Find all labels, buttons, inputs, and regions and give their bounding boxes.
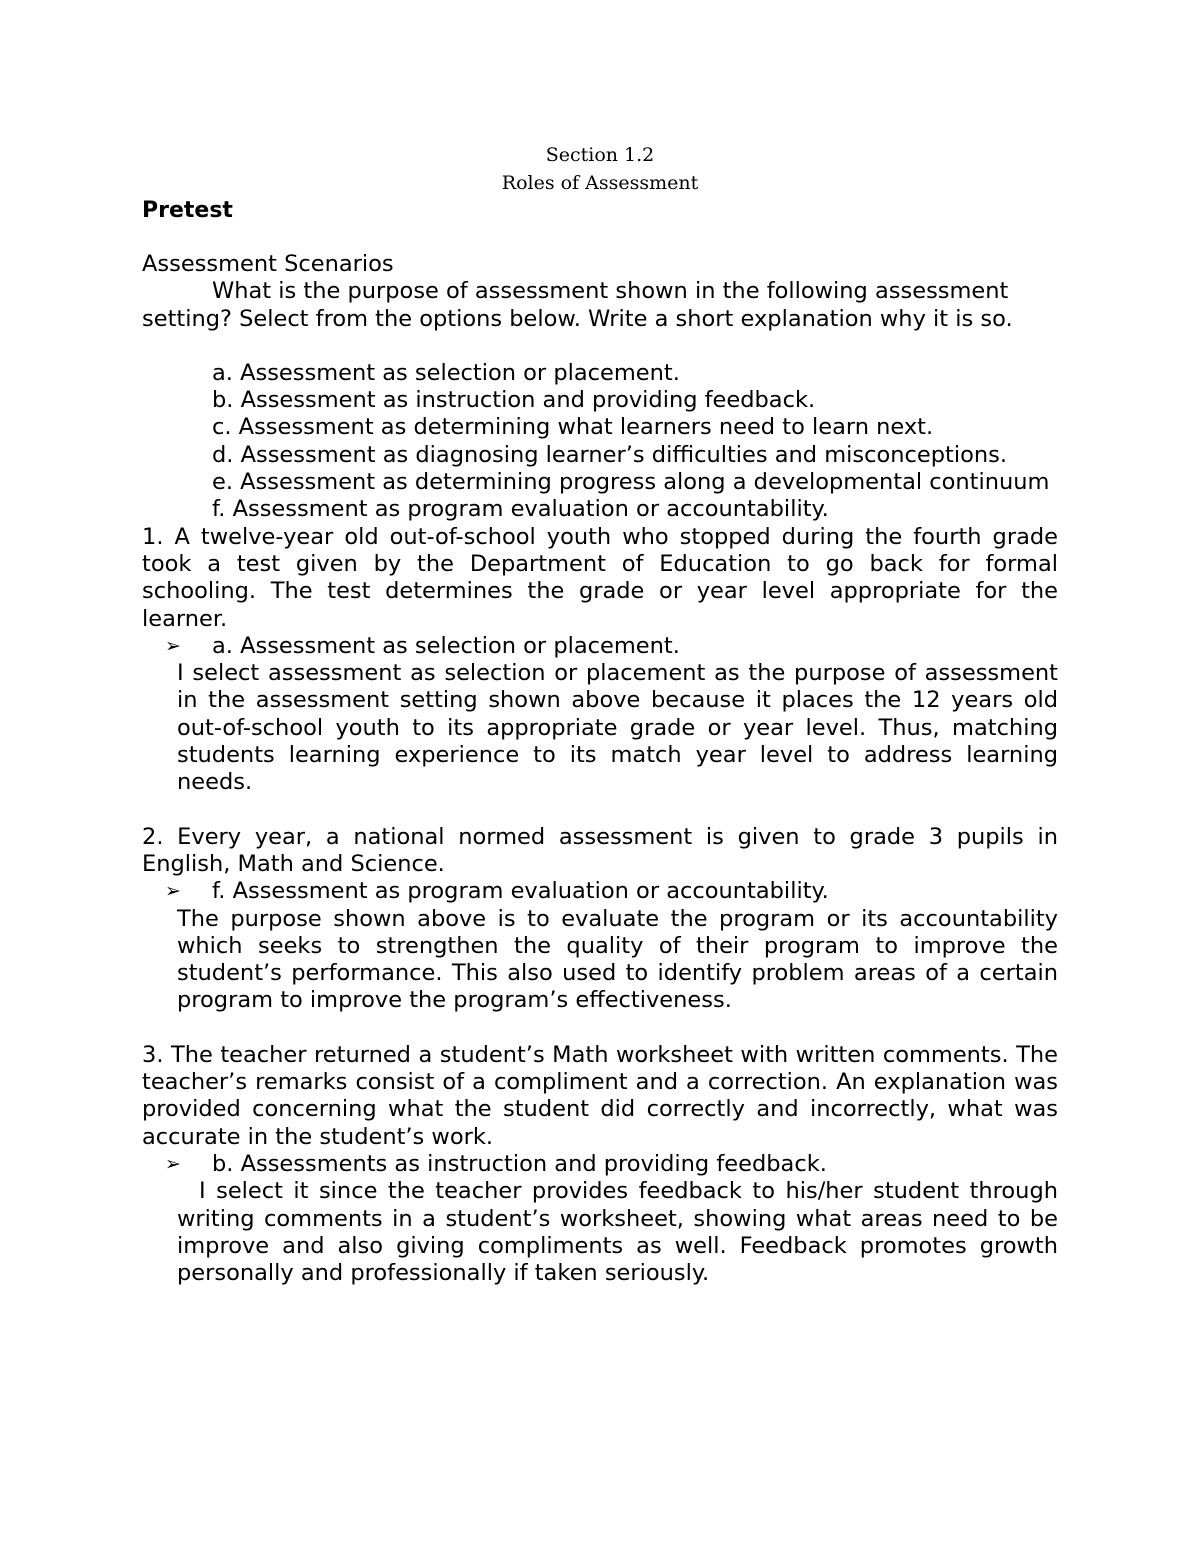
- answer-2-text: f. Assessment as program evaluation or accountability.: [212, 878, 829, 905]
- answer-1-text: a. Assessment as selection or placement.: [212, 632, 680, 659]
- option-e: e. Assessment as determining progress along a developmental continuum: [212, 469, 1050, 496]
- option-d: d. Assessment as diagnosing learner’s difficulties and misconceptions.: [212, 441, 1007, 468]
- instructions-text: What is the purpose of assessment shown in the following assessment setting? Select from the options below. Write a short explanation why it is so.: [142, 278, 1013, 332]
- answer-2: [142, 878, 1058, 905]
- document-page: [142, 141, 1058, 1287]
- explanation-1: I select assessment as selection or placement as the purpose of assessment in the assessment setting shown above because it places the 12 years old out-of-school youth to its appropriate grade or year level. Thus, matching students learning experience to its match year level to address learning needs.: [177, 660, 1058, 796]
- option-c: c. Assessment as determining what learners need to learn next.: [212, 414, 934, 441]
- section-number: Section 1.2: [545, 144, 655, 166]
- question-3: 3. The teacher returned a student’s Math worksheet with written comments. The teacher’s remarks consist of a compliment and a correction. An explanation was provided concerning what the student did correctly and incorrectly, what was accurate in the student’s work.: [142, 1041, 1058, 1150]
- answer-1: [142, 633, 1058, 660]
- pretest-heading: Pretest: [142, 198, 233, 223]
- option-a: a. Assessment as selection or placement.: [212, 359, 680, 386]
- explanation-3: I select it since the teacher provides feedback to his/her student through writing comments in a student’s worksheet, showing what areas need to be improve and also giving compliments as well. Feedback promotes growth personally and professionally if taken seriously.: [177, 1178, 1058, 1287]
- arrow-bullet-icon: ➢: [165, 1152, 181, 1175]
- explanation-2: The purpose shown above is to evaluate the program or its accountability which seeks to strengthen the quality of their program to improve the student’s performance. This also used to identify problem areas of a certain program to improve the program’s effectiveness.: [177, 905, 1058, 1014]
- section-title: Roles of Assessment: [501, 172, 699, 194]
- question-1: 1. A twelve-year old out-of-school youth who stopped during the fourth grade took a test given by the Department of Education to go back for formal schooling. The test determines the grade or year level appropriate for the learner.: [142, 523, 1058, 632]
- arrow-bullet-icon: ➢: [165, 634, 181, 657]
- option-b: b. Assessment as instruction and providing feedback.: [212, 387, 816, 414]
- question-2: 2. Every year, a national normed assessment is given to grade 3 pupils in English, Math and Science.: [142, 823, 1058, 877]
- arrow-bullet-icon: ➢: [165, 880, 181, 903]
- answer-3: [142, 1151, 1058, 1178]
- scenarios-heading: Assessment Scenarios: [142, 251, 394, 277]
- option-f: f. Assessment as program evaluation or accountability.: [212, 496, 829, 523]
- answer-3-text: b. Assessments as instruction and providing feedback.: [212, 1150, 827, 1177]
